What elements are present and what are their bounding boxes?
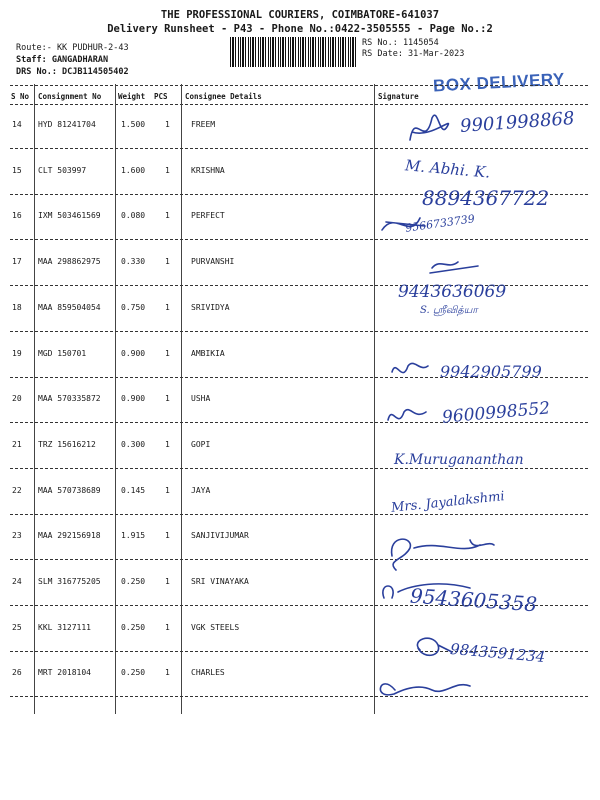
row-weight: 0.900 xyxy=(121,394,146,403)
row-consignee: SRIVIDYA xyxy=(191,303,230,312)
row-consignee: PURVANSHI xyxy=(191,257,235,266)
row-sno: 20 xyxy=(12,394,22,403)
signature-mark-12 xyxy=(417,638,452,655)
row-consignee: CHARLES xyxy=(191,668,225,677)
signature-mark-10 xyxy=(392,539,494,570)
header-top-rule xyxy=(10,85,588,86)
signature-9: K.Murugananthan xyxy=(394,452,524,468)
col-header-weight: Weight xyxy=(118,92,146,101)
row-consignee: PERFECT xyxy=(191,211,225,220)
row-consignee: KRISHNA xyxy=(191,166,225,175)
row-consignment: SLM 316775205 xyxy=(38,577,101,586)
row-sno: 15 xyxy=(12,166,22,175)
row-sno: 17 xyxy=(12,257,22,266)
col-divider-4 xyxy=(374,84,375,714)
row-weight: 0.900 xyxy=(121,349,146,358)
row-consignee: SANJIVIJUMAR xyxy=(191,531,249,540)
signature-mark-13 xyxy=(380,684,470,695)
row-consignee: AMBIKIA xyxy=(191,349,225,358)
row-pcs: 1 xyxy=(165,623,170,632)
row-pcs: 1 xyxy=(165,531,170,540)
row-pcs: 1 xyxy=(165,257,170,266)
row-sno: 14 xyxy=(12,120,22,129)
row-divider xyxy=(10,468,588,469)
row-weight: 0.250 xyxy=(121,623,146,632)
row-weight: 0.145 xyxy=(121,486,146,495)
row-sno: 16 xyxy=(12,211,22,220)
row-pcs: 1 xyxy=(165,394,170,403)
signature-mark-6 xyxy=(392,363,428,372)
row-sno: 26 xyxy=(12,668,22,677)
signature-11: 9543605358 xyxy=(409,583,538,617)
row-pcs: 1 xyxy=(165,349,170,358)
row-consignment: KKL 3127111 xyxy=(38,623,91,632)
row-divider xyxy=(10,514,588,515)
signature-6: S. ஸ்ரீவித்யா xyxy=(420,305,478,316)
row-sno: 18 xyxy=(12,303,22,312)
header-bottom-rule xyxy=(10,104,588,105)
row-divider xyxy=(10,696,588,697)
row-pcs: 1 xyxy=(165,577,170,586)
row-consignee: GOPI xyxy=(191,440,211,449)
row-pcs: 1 xyxy=(165,166,170,175)
row-consignment: MGD 150701 xyxy=(38,349,87,358)
col-header-sno: S No xyxy=(11,92,30,101)
row-consignee: JAYA xyxy=(191,486,211,495)
signature-mark-7 xyxy=(388,410,426,420)
row-consignment: CLT 503997 xyxy=(38,166,87,175)
col-header-pcs: PCS xyxy=(154,92,168,101)
row-consignee: USHA xyxy=(191,394,211,403)
row-weight: 0.250 xyxy=(121,577,146,586)
row-pcs: 1 xyxy=(165,486,170,495)
row-weight: 1.500 xyxy=(121,120,146,129)
row-pcs: 1 xyxy=(165,440,170,449)
signature-4: 9566733739 xyxy=(404,212,476,235)
row-weight: 0.750 xyxy=(121,303,146,312)
row-divider xyxy=(10,559,588,560)
row-sno: 24 xyxy=(12,577,22,586)
row-consignment: MRT 2018104 xyxy=(38,668,91,677)
company-title: THE PROFESSIONAL COURIERS, COIMBATORE-641037 xyxy=(160,9,440,21)
row-weight: 1.600 xyxy=(121,166,146,175)
runsheet-title: Delivery Runsheet - P43 - Phone No.:0422-3505555 - Page No.:2 xyxy=(107,23,493,35)
row-consignment: MAA 859504054 xyxy=(38,303,101,312)
signature-3: 8894367722 xyxy=(422,186,550,210)
signature-2: M. Abhi. K. xyxy=(404,156,491,182)
row-pcs: 1 xyxy=(165,668,170,677)
col-header-signature: Signature xyxy=(378,92,419,101)
row-sno: 22 xyxy=(12,486,22,495)
row-consignment: HYD 81241704 xyxy=(38,120,96,129)
col-header-consignee: Consignee Details xyxy=(185,92,262,101)
row-weight: 0.080 xyxy=(121,211,146,220)
signature-8: 9600998552 xyxy=(441,398,551,428)
row-divider xyxy=(10,331,588,332)
row-consignee: SRI VINAYAKA xyxy=(191,577,249,586)
row-sno: 19 xyxy=(12,349,22,358)
row-consignee: VGK STEELS xyxy=(191,623,240,632)
staff-label: Staff: GANGADHARAN xyxy=(16,55,109,65)
row-sno: 21 xyxy=(12,440,22,449)
signature-12: 9843591234 xyxy=(449,639,547,667)
row-weight: 0.300 xyxy=(121,440,146,449)
route-label: Route:- KK PUDHUR-2-43 xyxy=(16,43,129,53)
signature-10: Mrs. Jayalakshmi xyxy=(390,489,506,516)
row-divider xyxy=(10,239,588,240)
row-consignment: MAA 298862975 xyxy=(38,257,101,266)
signature-mark-4 xyxy=(430,262,478,273)
col-divider-3 xyxy=(181,84,182,714)
row-divider xyxy=(10,148,588,149)
rs-number: RS No.: 1145054 xyxy=(362,38,439,48)
row-sno: 25 xyxy=(12,623,22,632)
col-divider-1 xyxy=(34,84,35,714)
rs-date: RS Date: 31-Mar-2023 xyxy=(362,49,465,59)
row-pcs: 1 xyxy=(165,303,170,312)
row-weight: 0.330 xyxy=(121,257,146,266)
row-consignment: MAA 570335872 xyxy=(38,394,101,403)
row-weight: 0.250 xyxy=(121,668,146,677)
row-consignment: TRZ 15616212 xyxy=(38,440,96,449)
col-divider-2 xyxy=(115,84,116,714)
row-weight: 1.915 xyxy=(121,531,146,540)
row-sno: 23 xyxy=(12,531,22,540)
row-pcs: 1 xyxy=(165,211,170,220)
row-consignment: IXM 503461569 xyxy=(38,211,101,220)
signature-1: 9901998868 xyxy=(459,108,576,137)
signature-5: 9443636069 xyxy=(398,282,507,302)
signature-mark-1 xyxy=(410,115,448,140)
col-header-consignment: Consignment No xyxy=(38,92,102,101)
row-pcs: 1 xyxy=(165,120,170,129)
box-delivery-stamp: BOX DELIVERY xyxy=(432,69,566,96)
row-consignment: MAA 292156918 xyxy=(38,531,101,540)
barcode xyxy=(230,37,356,67)
row-consignment: MAA 570738689 xyxy=(38,486,101,495)
drs-label: DRS No.: DCJB114505402 xyxy=(16,67,129,77)
signature-7: 9942905799 xyxy=(440,362,542,381)
row-consignee: FREEM xyxy=(191,120,216,129)
